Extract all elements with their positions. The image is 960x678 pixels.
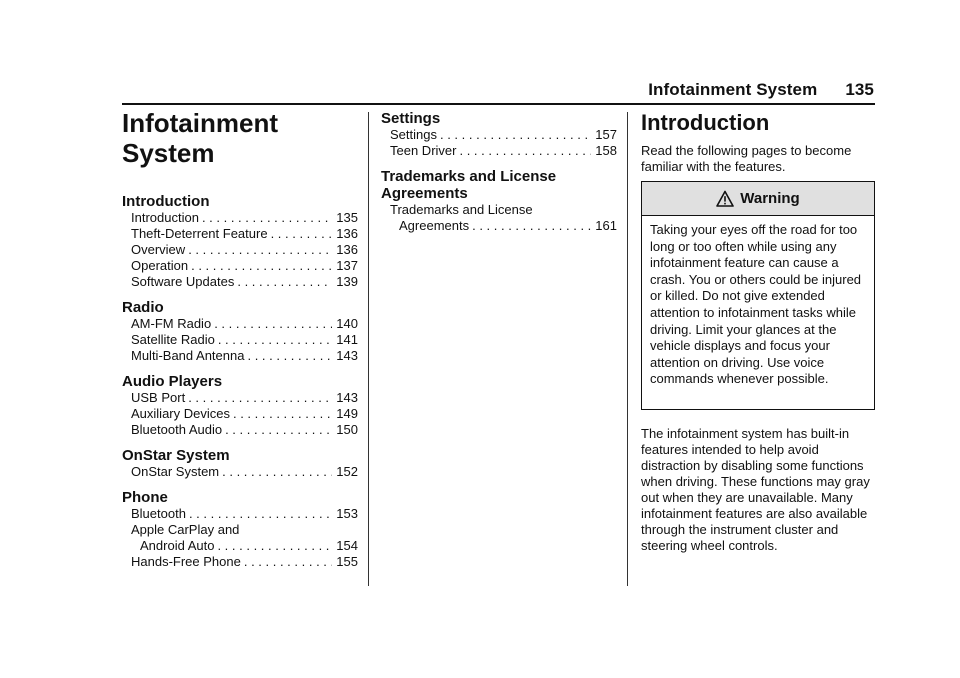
toc-entry-page: 149 (336, 406, 358, 421)
toc-entry-page: 137 (336, 258, 358, 273)
leader-dots (214, 316, 332, 332)
toc-list (122, 506, 358, 570)
toc-entry-page: 140 (336, 316, 358, 331)
toc-section-title: Introduction (122, 193, 210, 210)
leader-dots (247, 348, 332, 364)
toc-section-title: OnStar System (122, 447, 230, 464)
toc-entry-continuation (390, 218, 617, 234)
toc-entry-label: OnStar System (131, 464, 220, 479)
warning-title: Warning (740, 190, 800, 207)
toc-entry-label: Theft-Deterrent Feature (131, 226, 268, 241)
toc-entry-page: 154 (336, 538, 358, 553)
toc-entry-page: 143 (336, 390, 358, 405)
toc-section (122, 447, 358, 480)
toc-entry[interactable] (131, 422, 358, 438)
leader-dots (222, 464, 332, 480)
toc-entry[interactable] (131, 348, 358, 364)
leader-dots (188, 242, 332, 258)
warning-text: Taking your eyes off the road for too long or too often while using any infotainment feature can cause a crash. You or others could be injured or killed. Do not give extended attention to infotainment tasks while driving. Limit your glances at the vehicle displays and focus your attention on driving. Use voice commands whenever possible. (650, 222, 862, 387)
toc-entry-page: 152 (336, 464, 358, 479)
toc-entry-label: Auxiliary Devices (131, 406, 230, 421)
toc-entry-page: 136 (336, 226, 358, 241)
toc-list (122, 464, 358, 480)
toc-section-title: Audio Players (122, 373, 223, 390)
toc-entry[interactable] (131, 464, 358, 480)
toc-entry-label: Agreements (399, 218, 470, 233)
toc-entry-continuation (131, 538, 358, 554)
toc-entry-page: 155 (336, 554, 358, 569)
toc-entry[interactable] (131, 316, 358, 332)
warning-box (641, 181, 875, 410)
toc-entry-label: Teen Driver (390, 143, 457, 158)
toc-entry-page: 157 (595, 127, 617, 142)
leader-dots (271, 226, 333, 242)
leader-dots (189, 506, 332, 522)
toc-entry-label-line1: Trademarks and License (390, 202, 533, 217)
toc-entry[interactable] (131, 390, 358, 406)
leader-dots (218, 332, 332, 348)
toc-entry-label: Software Updates (131, 274, 235, 289)
toc-list (122, 316, 358, 364)
toc-entry[interactable] (131, 554, 358, 570)
leader-dots (191, 258, 332, 274)
toc-entry[interactable] (131, 332, 358, 348)
toc-entry-page: 153 (336, 506, 358, 521)
toc-section (122, 489, 358, 570)
toc-list (122, 390, 358, 438)
toc-entry-page: 143 (336, 348, 358, 363)
toc-entry[interactable] (131, 274, 358, 290)
toc-entry-page: 136 (336, 242, 358, 257)
toc-section (381, 110, 617, 159)
toc-entry-page: 135 (336, 210, 358, 225)
toc-entry-label: Bluetooth Audio (131, 422, 223, 437)
toc-entry-label: AM-FM Radio (131, 316, 212, 331)
toc-entry-label: USB Port (131, 390, 186, 405)
toc-section-title: Radio (122, 299, 164, 316)
toc-section-title: Phone (122, 489, 168, 506)
toc-entry[interactable] (131, 210, 358, 226)
toc-entry-page: 150 (336, 422, 358, 437)
leader-dots (244, 554, 332, 570)
toc-entry[interactable] (390, 127, 617, 143)
warning-triangle-icon (716, 190, 734, 208)
toc-entry-label: Operation (131, 258, 189, 273)
column-divider-2 (627, 112, 628, 586)
toc-entry[interactable] (131, 406, 358, 422)
toc-entry-label-line1: Apple CarPlay and (131, 522, 240, 537)
leader-dots (225, 422, 332, 438)
toc-entry-page: 158 (595, 143, 617, 158)
header-rule (122, 103, 875, 105)
toc-section (122, 299, 358, 364)
running-header (0, 80, 874, 100)
toc-entry-label: Bluetooth (131, 506, 186, 521)
toc-entry-label: Overview (131, 242, 186, 257)
toc-entry-label: Android Auto (140, 538, 215, 553)
toc-section (122, 193, 358, 290)
column-divider-1 (368, 112, 369, 586)
header-section-title: Infotainment System (648, 80, 818, 99)
toc-section-title: Trademarks and License Agreements (381, 168, 557, 202)
warning-header (642, 182, 874, 216)
toc-column-1 (122, 193, 358, 570)
leader-dots (233, 406, 332, 422)
leader-dots (237, 274, 332, 290)
toc-entry[interactable] (390, 143, 617, 159)
leader-dots (440, 127, 591, 143)
toc-entry-page: 161 (595, 218, 617, 233)
toc-entry[interactable] (131, 226, 358, 242)
toc-list (381, 202, 617, 234)
intro-body-paragraph: The infotainment system has built-in features intended to help avoid distraction by disabling some functions when driving. These functions may gray out when they are unavailable. Many infotainment features are also available through the instrument cluster and steering wheel controls. (641, 426, 870, 553)
toc-entry[interactable] (390, 202, 617, 234)
toc-entry-label: Satellite Radio (131, 332, 215, 347)
toc-entry-label: Introduction (131, 210, 199, 225)
toc-entry-page: 139 (336, 274, 358, 289)
chapter-title: Infotainment System (122, 108, 278, 168)
toc-entry-page: 141 (336, 332, 358, 347)
intro-lead-paragraph: Read the following pages to become familiar with the features. (641, 143, 852, 174)
toc-entry-label: Settings (390, 127, 437, 142)
leader-dots (459, 143, 591, 159)
page-number: 135 (845, 80, 874, 99)
leader-dots (217, 538, 332, 554)
introduction-heading: Introduction (641, 110, 770, 135)
toc-entry-label: Hands-Free Phone (131, 554, 241, 569)
toc-list (381, 127, 617, 159)
toc-section-title: Settings (381, 110, 441, 127)
toc-entry[interactable] (131, 522, 358, 554)
toc-entry[interactable] (131, 506, 358, 522)
toc-entry[interactable] (131, 242, 358, 258)
toc-section (122, 373, 358, 438)
toc-column-2 (381, 110, 617, 234)
leader-dots (472, 218, 591, 234)
leader-dots (202, 210, 332, 226)
leader-dots (188, 390, 332, 406)
toc-section (381, 168, 617, 234)
toc-entry-label: Multi-Band Antenna (131, 348, 245, 363)
toc-list (122, 210, 358, 290)
toc-entry[interactable] (131, 258, 358, 274)
